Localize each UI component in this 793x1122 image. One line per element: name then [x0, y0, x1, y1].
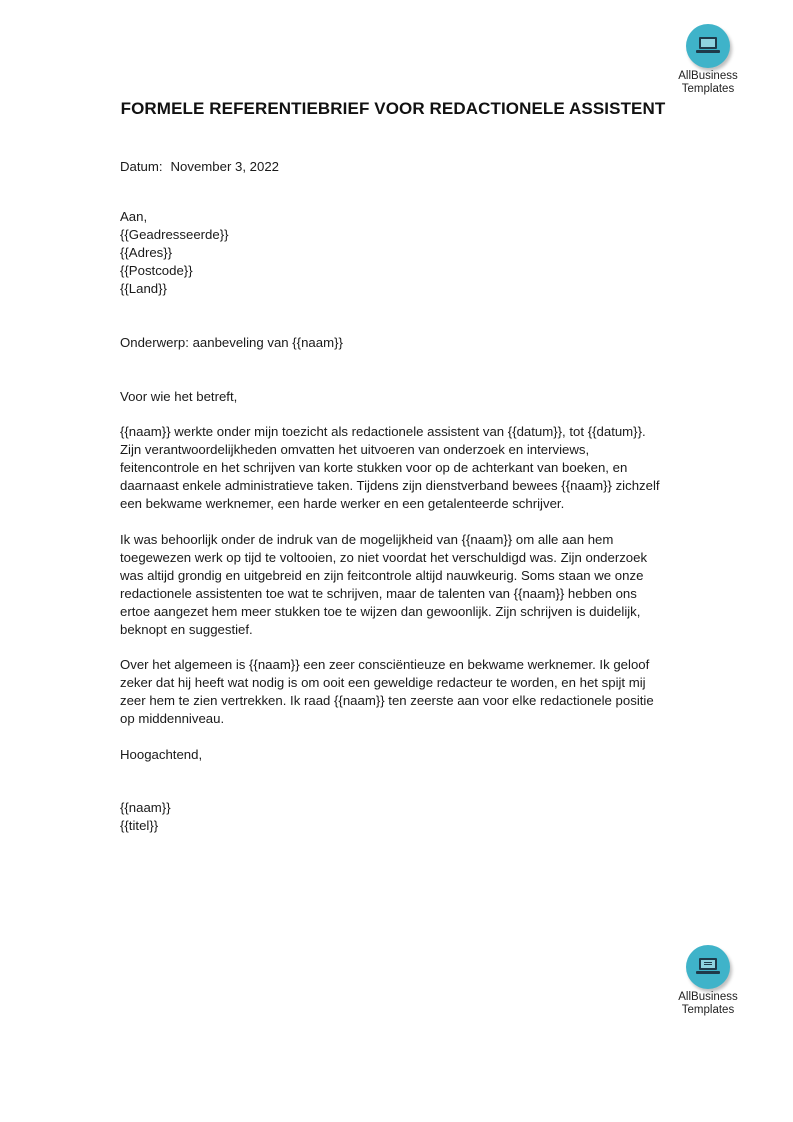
salutation: Voor wie het betreft, — [120, 389, 238, 404]
brand-line-2: Templates — [681, 1004, 735, 1016]
address-line: Aan, — [120, 209, 148, 224]
paragraph-line: was altijd grondig en uitgebreid en zijn feitcontrole altijd nauwkeurig. Soms staan we onze — [120, 568, 644, 583]
paragraph-line: een bekwame werknemer, een harde werker en een getalenteerde schrijver. — [120, 496, 565, 511]
paragraph-line: zeer hem te zien vertrekken. Ik raad {{naam}} ten zeerste aan voor elke redactionele positie — [120, 693, 654, 708]
brand-line-1: AllBusiness — [678, 70, 738, 82]
paragraph-line: Over het algemeen is {{naam}} een zeer consciëntieuze en bekwame werknemer. Ik geloof — [120, 657, 650, 672]
brand-line-1: AllBusiness — [678, 991, 738, 1003]
brand-name — [668, 991, 748, 1017]
signature-name: {{naam}} — [120, 800, 171, 815]
signature-block — [120, 799, 171, 835]
address-line: {{Land}} — [120, 281, 167, 296]
laptop-icon — [686, 24, 730, 68]
paragraph-line: redactionele assistenten toe wat te schrijven, maar de talenten van {{naam}} hebben ons — [120, 586, 637, 601]
paragraph-line: Zijn verantwoordelijkheden omvatten het uitvoeren van onderzoek en interviews, — [120, 442, 590, 457]
signature-title: {{titel}} — [120, 818, 159, 833]
paragraph-line: toegewezen werk op tijd te voltooien, zo niet voordat het verschuldigd was. Zijn onderzoek — [120, 550, 648, 565]
paragraph-line: Ik was behoorlijk onder de indruk van de mogelijkheid van {{naam}} om alle aan hem — [120, 532, 614, 547]
brand-line-2: Templates — [681, 83, 735, 95]
brand-logo-top — [668, 24, 748, 96]
paragraph-line: feitencontrole en het schrijven van korte stukken voor op de achterkant van boeken, en — [120, 460, 628, 475]
address-block — [120, 208, 229, 298]
address-line: {{Adres}} — [120, 245, 173, 260]
brand-logo-bottom — [668, 945, 748, 1017]
brand-name — [668, 70, 748, 96]
paragraph-line: {{naam}} werkte onder mijn toezicht als redactionele assistent van {{datum}}, tot {{datum}}. — [120, 424, 646, 439]
paragraph-line: ertoe aangezet hem meer stukken toe te wijzen dan gewoonlijk. Zijn schrijven is duidelijk, — [120, 604, 641, 619]
paragraph-3 — [120, 656, 654, 728]
paragraph-line: daarnaast enkele administratieve taken. Tijdens zijn dienstverband bewees {{naam}} zichzelf — [120, 478, 660, 493]
address-line: {{Postcode}} — [120, 263, 193, 278]
closing: Hoogachtend, — [120, 747, 203, 762]
date-line — [120, 158, 279, 176]
date-label: Datum: — [120, 159, 163, 174]
paragraph-line: zeker dat hij heeft wat nodig is om ooit een geweldige redacteur te worden, en het spijt mij — [120, 675, 646, 690]
paragraph-line: op middenniveau. — [120, 711, 225, 726]
date-value: November 3, 2022 — [170, 159, 280, 174]
address-line: {{Geadresseerde}} — [120, 227, 229, 242]
paragraph-2 — [120, 531, 647, 639]
paragraph-1 — [120, 423, 660, 513]
laptop-icon — [686, 945, 730, 989]
paragraph-line: beknopt en suggestief. — [120, 622, 253, 637]
subject-line: Onderwerp: aanbeveling van {{naam}} — [120, 335, 343, 350]
document-title: FORMELE REFERENTIEBRIEF VOOR REDACTIONELE ASSISTENT — [120, 99, 666, 118]
